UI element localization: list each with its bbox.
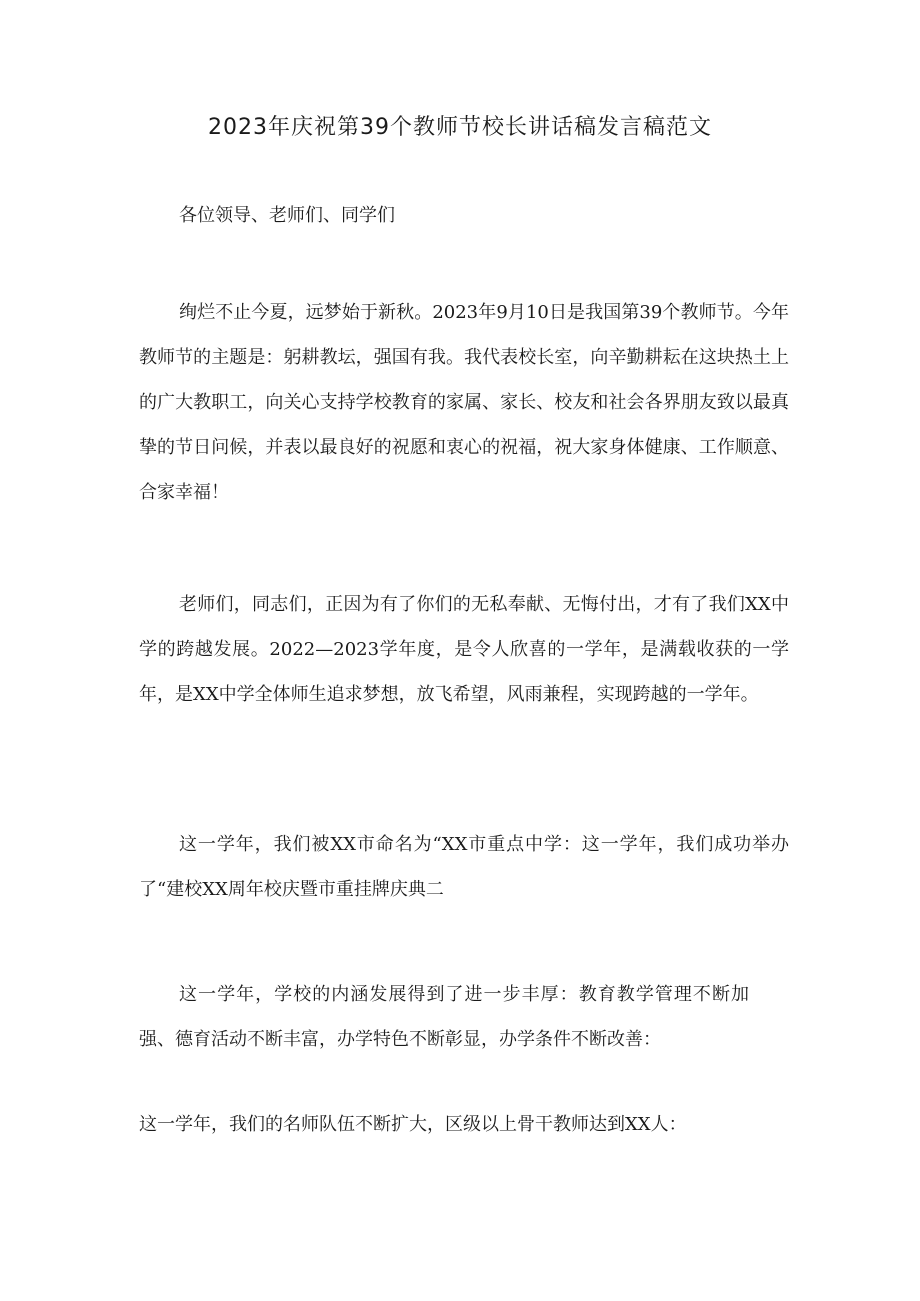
- paragraph-honors: 这一学年，我们被XX市命名为“XX市重点中学：这一学年，我们成功举办了“建校XX周年校庆暨市重挂牌庆典二: [139, 834, 789, 900]
- paragraph-connotation: 这一学年，学校的内涵发展得到了进一步丰厚：教育教学管理不断加强、德育活动不断丰富，办学特色不断彰显，办学条件不断改善：: [139, 984, 749, 1050]
- document-title: 2023年庆祝第39个教师节校长讲话稿发言稿范文: [208, 115, 712, 140]
- greeting: 各位领导、老师们、同学们: [179, 205, 395, 226]
- paragraph-intro: 绚烂不止今夏，远梦始于新秋。2023年9月10日是我国第39个教师节。今年教师节的主题是：躬耕教坛，强国有我。我代表校长室，向辛勤耕耘在这块热土上的广大教职工，向关心支持学校教育的家属、家长、校友和社会各界朋友致以最真挚的节日问候，并表以最良好的祝愿和衷心的祝福，祝大家身体健康、工作顺意、合家幸福！: [139, 302, 789, 503]
- paragraph-teachers: 这一学年，我们的名师队伍不断扩大，区级以上骨干教师达到XX人：: [139, 1114, 687, 1135]
- paragraph-development: 老师们，同志们，正因为有了你们的无私奉献、无悔付出，才有了我们XX中学的跨越发展。2022—2023学年度，是令人欣喜的一学年，是满载收获的一学年，是XX中学全体师生追求梦想，放飞希望，风雨兼程，实现跨越的一学年。: [139, 594, 789, 705]
